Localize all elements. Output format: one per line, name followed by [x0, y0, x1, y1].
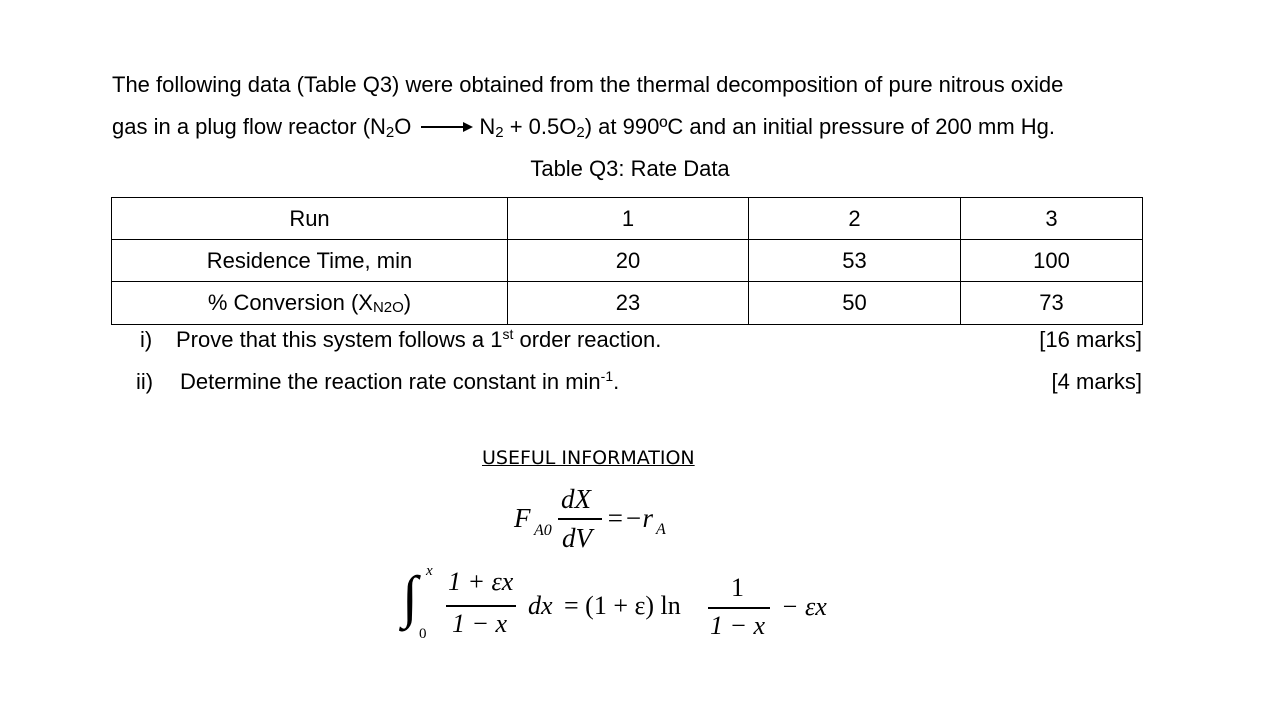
- question-2-number: ii): [136, 369, 154, 394]
- reaction-text-start: gas in a plug flow reactor (N: [112, 114, 386, 139]
- eq2-equals-part: = (1 + ε) ln: [564, 591, 681, 620]
- problem-statement-line-1: The following data (Table Q3) were obtained from the thermal decomposition of pure nitrous oxide: [112, 72, 1064, 97]
- superscript: -1: [600, 368, 614, 384]
- eq2-ln-numerator: 1: [731, 573, 744, 602]
- table-cell: 50: [749, 282, 961, 325]
- reactant-end: O: [394, 114, 412, 139]
- subscript: 2: [385, 124, 395, 141]
- integral-sign-icon: ∫: [402, 564, 418, 629]
- eq2-fraction-bar: [446, 605, 516, 607]
- subscript: 2: [576, 124, 585, 141]
- row-header: % Conversion $(X_{N2O})$: [112, 282, 508, 325]
- problem-statement-line-2: [112, 114, 1055, 140]
- row-header: Residence Time, min: [112, 240, 508, 282]
- useful-information-heading: USEFUL INFORMATION: [482, 447, 695, 469]
- eq2-denominator: 1 − x: [452, 609, 508, 638]
- question-1-number: i): [140, 327, 153, 352]
- question-2-marks: [4 marks]: [1051, 369, 1142, 394]
- eq2-dx: dx: [528, 591, 553, 620]
- eq2-numerator: 1 + εx: [448, 567, 514, 596]
- table-cell: 20: [508, 240, 749, 282]
- eq1-F: F: [514, 503, 531, 533]
- eq2-ln-fraction-bar: [708, 607, 770, 609]
- reaction-arrow-icon: [421, 114, 473, 140]
- conditions-text: ) at 990ºC and an initial pressure of 200 mm Hg.: [584, 114, 1056, 139]
- table-cell: 1: [508, 198, 749, 240]
- question-1-marks: [16 marks]: [1039, 327, 1142, 352]
- rate-data-table: [111, 197, 1143, 325]
- table-cell: 73: [961, 282, 1143, 325]
- product-o2: + 0.5O: [503, 114, 577, 139]
- product-n2: N: [479, 114, 496, 139]
- eq1-denominator: dV: [562, 523, 592, 553]
- row-header: Run: [112, 198, 508, 240]
- table-row: [112, 240, 1143, 282]
- integral-lower-limit: 0: [419, 626, 427, 642]
- eq2-tail: − εx: [781, 592, 827, 621]
- eq2-ln-denominator: 1 − x: [710, 611, 766, 640]
- eq1-fraction-bar: [558, 518, 602, 520]
- table-cell: 53: [749, 240, 961, 282]
- table-cell: 23: [508, 282, 749, 325]
- table-cell: 2: [749, 198, 961, 240]
- subscript: 2: [495, 124, 504, 141]
- table-cell: 3: [961, 198, 1143, 240]
- question-1-text: Prove that this system follows a 1st order reaction.: [176, 326, 662, 352]
- table-caption: Table Q3: Rate Data: [530, 156, 730, 181]
- eq1-F-subscript: A0: [534, 522, 552, 539]
- table-cell: 100: [961, 240, 1143, 282]
- table-row: [112, 198, 1143, 240]
- question-2-text: Determine the reaction rate constant in $\min^{-1}$.: [180, 368, 620, 394]
- eq1-numerator: dX: [561, 484, 591, 514]
- eq1-rhs-subscript: A: [656, 521, 666, 538]
- table-row: [112, 282, 1143, 325]
- subscript: N2O: [372, 299, 404, 316]
- eq1-rhs: =−r: [606, 503, 653, 533]
- superscript: st: [502, 326, 514, 342]
- integral-upper-limit: x: [426, 563, 433, 579]
